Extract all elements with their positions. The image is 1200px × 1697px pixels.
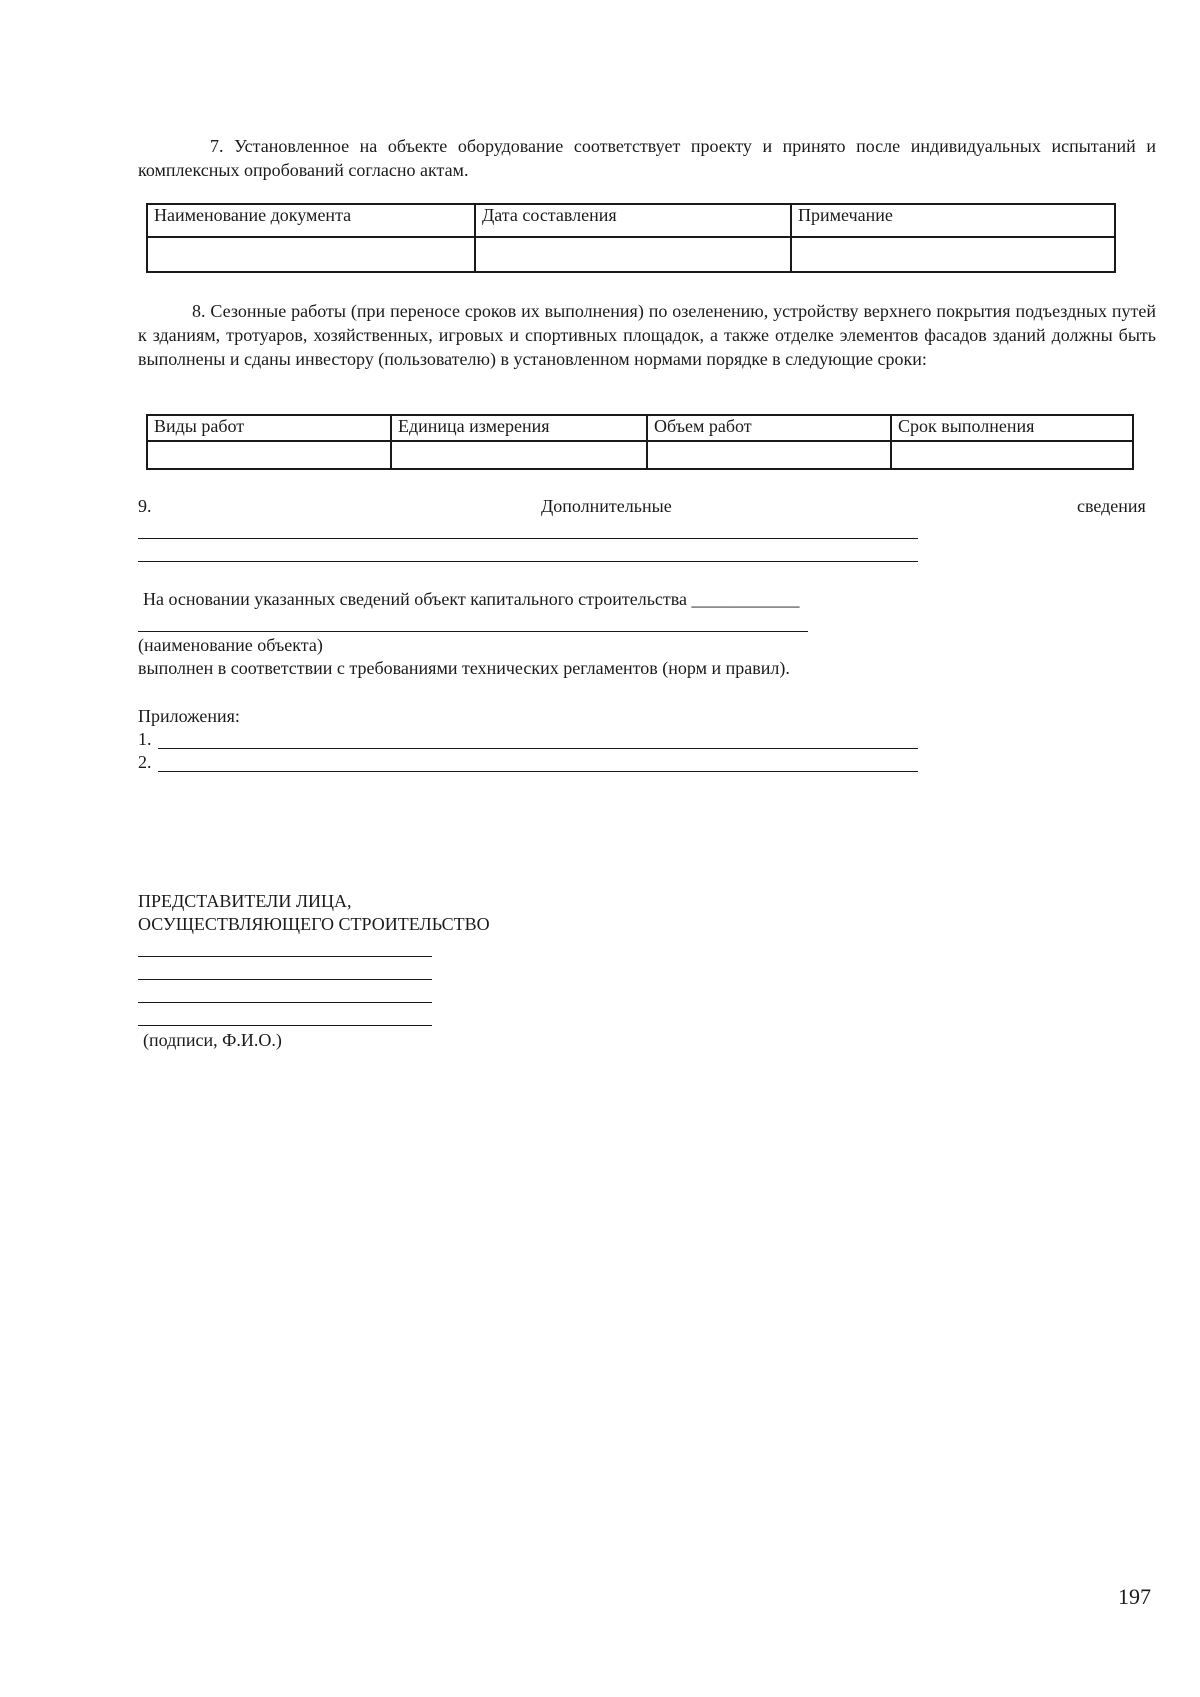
section-7-paragraph: 7. Установленное на объекте оборудование соответствует проекту и принято после индивидуальных испытаний и комплексных опробований согласно актам.: [138, 136, 1156, 180]
table-header-cell: Единица измерения: [391, 415, 647, 441]
table-header-cell: Наименование документа: [147, 204, 475, 237]
signature-line-4[interactable]: [138, 1025, 432, 1026]
object-name-caption: (наименование объекта): [138, 635, 323, 655]
signature-line-2[interactable]: [138, 979, 432, 980]
table-cell[interactable]: [475, 237, 791, 272]
attachments-title: Приложения:: [138, 706, 240, 726]
seasonal-works-table-header-row: [147, 415, 1133, 441]
table-cell[interactable]: [891, 441, 1133, 469]
attachment-item-2-number: 2.: [138, 752, 152, 772]
documents-table-row: [147, 237, 1115, 272]
documents-table-header-row: [147, 204, 1115, 237]
section-9-word-additional: Дополнительные: [541, 496, 672, 516]
signature-line-3[interactable]: [138, 1002, 432, 1003]
seasonal-works-table-row: [147, 441, 1133, 469]
table-header-cell: Виды работ: [147, 415, 391, 441]
seasonal-works-table: [146, 414, 1134, 470]
compliance-text: выполнен в соответствии с требованиями технических регламентов (норм и правил).: [138, 658, 790, 678]
signature-line-1[interactable]: [138, 956, 432, 957]
table-header-cell: Срок выполнения: [891, 415, 1133, 441]
conclusion-text: На основании указанных сведений объект капитального строительства ____________: [143, 589, 800, 609]
representatives-title-line-1: ПРЕДСТАВИТЕЛИ ЛИЦА,: [138, 891, 352, 911]
attachment-item-1-number: 1.: [138, 729, 152, 749]
table-cell[interactable]: [647, 441, 891, 469]
table-header-cell: Примечание: [791, 204, 1115, 237]
additional-info-line-1[interactable]: [138, 538, 918, 539]
table-header-cell: Объем работ: [647, 415, 891, 441]
table-cell[interactable]: [147, 237, 475, 272]
documents-table: [146, 203, 1116, 273]
additional-info-line-2[interactable]: [138, 561, 918, 562]
page-number: 197: [1118, 1584, 1151, 1609]
attachment-item-2-line[interactable]: [158, 771, 918, 772]
section-9-word-info: сведения: [1077, 496, 1146, 516]
section-8-paragraph: 8. Сезонные работы (при переносе сроков их выполнения) по озеленению, устройству верхнего покрытия подъездных путей к зданиям, тротуаров, хозяйственных, игровых и спортивных площадок, а также отделке элементов фасадов зданий должны быть выполнены и сданы инвестору (пользователю) в установленном нормами порядке в следующие сроки:: [138, 301, 1156, 369]
representatives-title-line-2: ОСУЩЕСТВЛЯЮЩЕГО СТРОИТЕЛЬСТВО: [138, 914, 490, 934]
object-name-line[interactable]: [138, 631, 808, 632]
attachment-item-1-line[interactable]: [158, 748, 918, 749]
table-header-cell: Дата составления: [475, 204, 791, 237]
section-9-number: 9.: [138, 496, 152, 516]
signatures-caption: (подписи, Ф.И.О.): [143, 1030, 282, 1050]
table-cell[interactable]: [147, 441, 391, 469]
table-cell[interactable]: [391, 441, 647, 469]
table-cell[interactable]: [791, 237, 1115, 272]
